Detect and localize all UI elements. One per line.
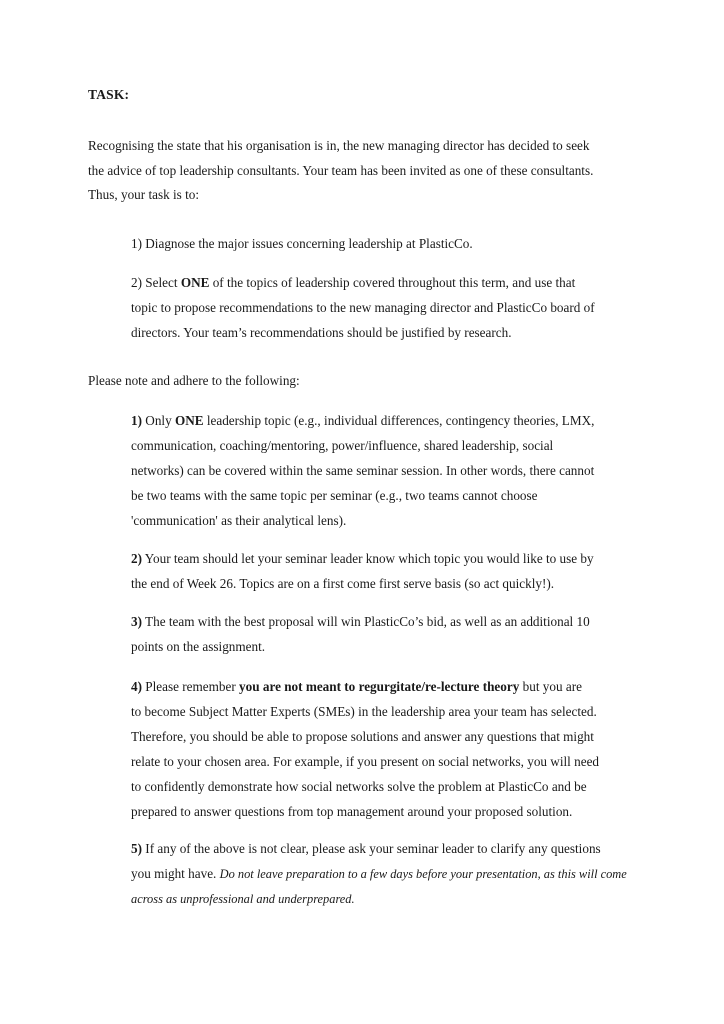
note-item-1-pre: Only	[142, 413, 175, 428]
note-item-1-bold: ONE	[174, 413, 204, 428]
note-item-3-text: The team with the best proposal will win PlasticCo’s bid, as well as an additional 10	[142, 614, 590, 629]
task-item-2-line: directors. Your team’s recommendations should be justified by research.	[131, 325, 512, 340]
note-item-4-line: Therefore, you should be able to propose solutions and answer any questions that might	[131, 729, 594, 744]
note-item-3-line: points on the assignment.	[131, 639, 266, 654]
note-item-4-line: to confidently demonstrate how social networks solve the problem at PlasticCo and be	[131, 779, 587, 794]
note-item-2-line: the end of Week 26. Topics are on a first come first serve basis (so act quickly!).	[131, 576, 555, 591]
note-item-4-line: prepared to answer questions from top management around your proposed solution.	[131, 804, 573, 819]
task-item-2	[131, 270, 643, 345]
note-item-4	[131, 674, 643, 824]
note-item-4-line: relate to your chosen area. For example, if you present on social networks, you will need	[131, 754, 600, 769]
note-intro	[88, 369, 648, 394]
task-item-1	[131, 231, 643, 256]
note-item-3-number: 3)	[131, 614, 142, 629]
note-item-1-number: 1)	[131, 413, 142, 428]
note-item-4-pre: Please remember	[142, 679, 240, 694]
note-item-5-pre: you might have.	[131, 866, 220, 881]
note-item-5-line	[131, 861, 643, 887]
note-item-4-post: but you are	[519, 679, 582, 694]
note-item-1-line	[131, 408, 643, 433]
note-item-2-text: Your team should let your seminar leader know which topic you would like to use by	[142, 551, 594, 566]
note-item-1-post: leadership topic (e.g., individual differences, contingency theories, LMX,	[203, 413, 595, 428]
task-item-2-post: of the topics of leadership covered throughout this term, and use that	[209, 275, 576, 290]
note-item-4-bold: you are not meant to regurgitate/re-lecture theory	[239, 679, 520, 694]
task-item-2-pre: 2) Select	[131, 275, 181, 290]
note-item-5-line	[131, 836, 643, 861]
note-item-5-italic: Do not leave preparation to a few days before your presentation, as this will come	[219, 867, 627, 881]
task-item-1-text: 1) Diagnose the major issues concerning leadership at PlasticCo.	[131, 236, 473, 251]
note-intro-text: Please note and adhere to the following:	[88, 373, 300, 388]
note-item-1-line: 'communication' as their analytical lens).	[131, 513, 347, 528]
intro-paragraph	[88, 134, 648, 208]
note-item-5	[131, 836, 643, 912]
task-item-2-line	[131, 270, 643, 295]
note-item-2	[131, 546, 643, 596]
note-item-1	[131, 408, 643, 533]
note-item-2-number: 2)	[131, 551, 142, 566]
note-item-4-line	[131, 674, 643, 699]
note-item-2-line	[131, 546, 643, 571]
note-item-4-number: 4)	[131, 679, 142, 694]
note-item-5-italic-line: across as unprofessional and underprepared.	[131, 892, 355, 906]
note-item-3	[131, 609, 643, 659]
note-item-5-text: If any of the above is not clear, please ask your seminar leader to clarify any questions	[142, 841, 601, 856]
task-heading: TASK:	[88, 87, 130, 102]
task-item-2-bold: ONE	[180, 275, 210, 290]
task-item-2-line: topic to propose recommendations to the new managing director and PlasticCo board of	[131, 300, 595, 315]
intro-line: the advice of top leadership consultants. Your team has been invited as one of these consultants.	[88, 162, 594, 178]
note-item-4-line: to become Subject Matter Experts (SMEs) in the leadership area your team has selected.	[131, 704, 597, 719]
intro-line: Thus, your task is to:	[88, 187, 199, 202]
note-item-3-line	[131, 609, 643, 634]
note-item-1-line: communication, coaching/mentoring, power/influence, shared leadership, social	[131, 438, 554, 453]
intro-line: Recognising the state that his organisation is in, the new managing director has decided to seek	[88, 138, 590, 153]
note-item-5-number: 5)	[131, 841, 142, 856]
note-item-1-line: be two teams with the same topic per seminar (e.g., two teams cannot choose	[131, 488, 538, 503]
note-item-1-line: networks) can be covered within the same seminar session. In other words, there cannot	[131, 463, 595, 478]
